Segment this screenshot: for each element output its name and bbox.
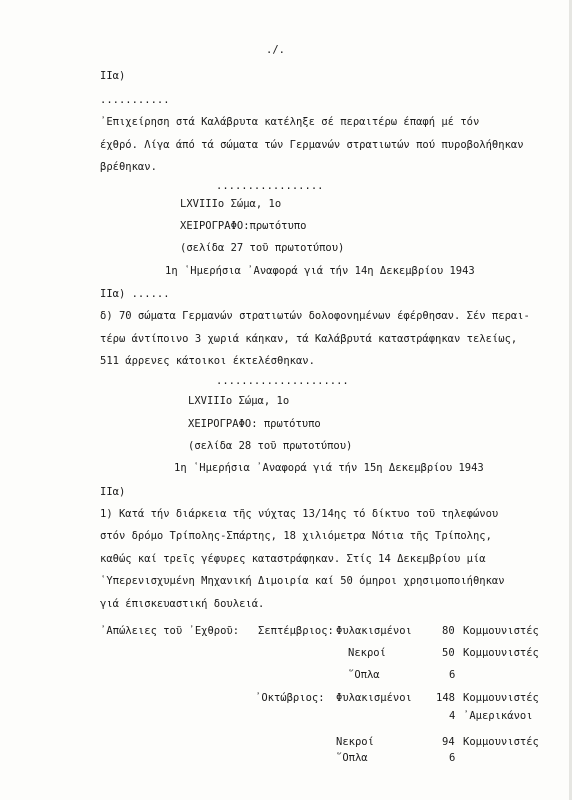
section2-line-1: δ) 70 σώματα Γερμανών στρατιωτών δολοφονημένων έφέρθησαν. Σέν περαι- xyxy=(100,310,530,322)
header2-corps: LXVIIIο Σώμα, 1ο xyxy=(180,198,282,210)
section1-dots: ........... xyxy=(100,94,170,106)
header3-corps: LXVIIIο Σώμα, 1ο xyxy=(188,395,290,407)
section3-line-3: καθώς καί τρεῖς γέφυρες καταστράφηκαν. Στίς 14 Δεκεμβρίου μία xyxy=(100,553,486,565)
october-label: ᾿Οκτώβριος: xyxy=(255,692,325,704)
section2-line-3: 511 άρρενες κάτοικοι έκτελέσθηκαν. xyxy=(100,355,315,367)
header2-manuscript: ΧΕΙΡΟΓΡΑΦΟ:πρωτότυπο xyxy=(180,220,307,232)
october-prisoners-count: 148 xyxy=(436,692,455,704)
october-americans-unit: ᾿Αμερικάνοι xyxy=(463,710,533,722)
september-dead-label: Νεκροί xyxy=(348,647,386,659)
header3-page-ref: (σελίδα 28 τοῦ πρωτοτύπου) xyxy=(188,440,353,452)
september-label: Σεπτέμβριος: xyxy=(258,625,334,637)
section2-heading: IIα) ...... xyxy=(100,288,170,300)
september-prisoners-unit: Κομμουνιστές xyxy=(463,625,539,637)
october-weapons-count: 6 xyxy=(449,752,456,764)
header2-report: 1η ῾Ημερήσια ᾿Αναφορά γιά τήν 14η Δεκεμβρίου 1943 xyxy=(165,265,475,277)
section3-heading: IIα) xyxy=(100,486,126,498)
section3-line-5: γιά έπισκευαστική δουλειά. xyxy=(100,598,265,610)
october-dead-count: 94 xyxy=(442,736,455,748)
september-prisoners-label: Φυλακισμένοι xyxy=(336,625,412,637)
section2-separator: ..................... xyxy=(216,375,349,387)
october-americans-count: 4 xyxy=(449,710,456,722)
header3-report: 1η ῾Ημερήσια ᾿Αναφορά γιά τήν 15η Δεκεμβρίου 1943 xyxy=(174,462,484,474)
september-dead-count: 50 xyxy=(442,647,455,659)
losses-title: ᾿Απώλειες τοῦ ᾿Εχθροῦ: xyxy=(100,625,240,637)
section1-line-1: ᾿Επιχείρηση στά Καλάβρυτα κατέληξε σέ περαιτέρω έπαφή μέ τόν xyxy=(100,116,480,128)
section1-line-3: βρέθηκαν. xyxy=(100,161,157,173)
page-marker: ./. xyxy=(266,44,285,56)
october-dead-unit: Κομμουνιστές xyxy=(463,736,539,748)
section3-line-2: στόν δρόμο Τρίπολης-Σπάρτης, 18 χιλιόμετρα Νότια τῆς Τρίπολης, xyxy=(100,530,492,542)
header3-manuscript: ΧΕΙΡΟΓΡΑΦΟ: πρωτότυπο xyxy=(188,418,321,430)
section3-line-4: ῾Υπερενισχυμένη Μηχανική Διμοιρία καί 50 όμηροι χρησιμοποιήθηκαν xyxy=(100,575,505,587)
section2-line-2: τέρω άντίποινο 3 χωριά κάηκαν, τά Καλάβρυτά καταστράφηκαν τελείως, xyxy=(100,333,518,345)
october-weapons-label: ῞Οπλα xyxy=(336,752,368,764)
header2-page-ref: (σελίδα 27 τοῦ πρωτοτύπου) xyxy=(180,242,345,254)
october-dead-label: Νεκροί xyxy=(336,736,374,748)
september-weapons-count: 6 xyxy=(449,669,456,681)
section3-line-1: 1) Κατά τήν διάρκεια τῆς νύχτας 13/14ης τό δίκτυο τοῦ τηλεφώνου xyxy=(100,508,499,520)
october-prisoners-unit: Κομμουνιστές xyxy=(463,692,539,704)
section1-heading: IIα) xyxy=(100,70,126,82)
september-dead-unit: Κομμουνιστές xyxy=(463,647,539,659)
section1-line-2: έχθρό. Λίγα άπό τά σώματα τών Γερμανών στρατιωτών πού πυροβολήθηκαν xyxy=(100,139,524,151)
october-prisoners-label: Φυλακισμένοι xyxy=(336,692,412,704)
september-weapons-label: ῞Οπλα xyxy=(348,669,380,681)
section1-separator: ................. xyxy=(216,180,324,192)
september-prisoners-count: 80 xyxy=(442,625,455,637)
